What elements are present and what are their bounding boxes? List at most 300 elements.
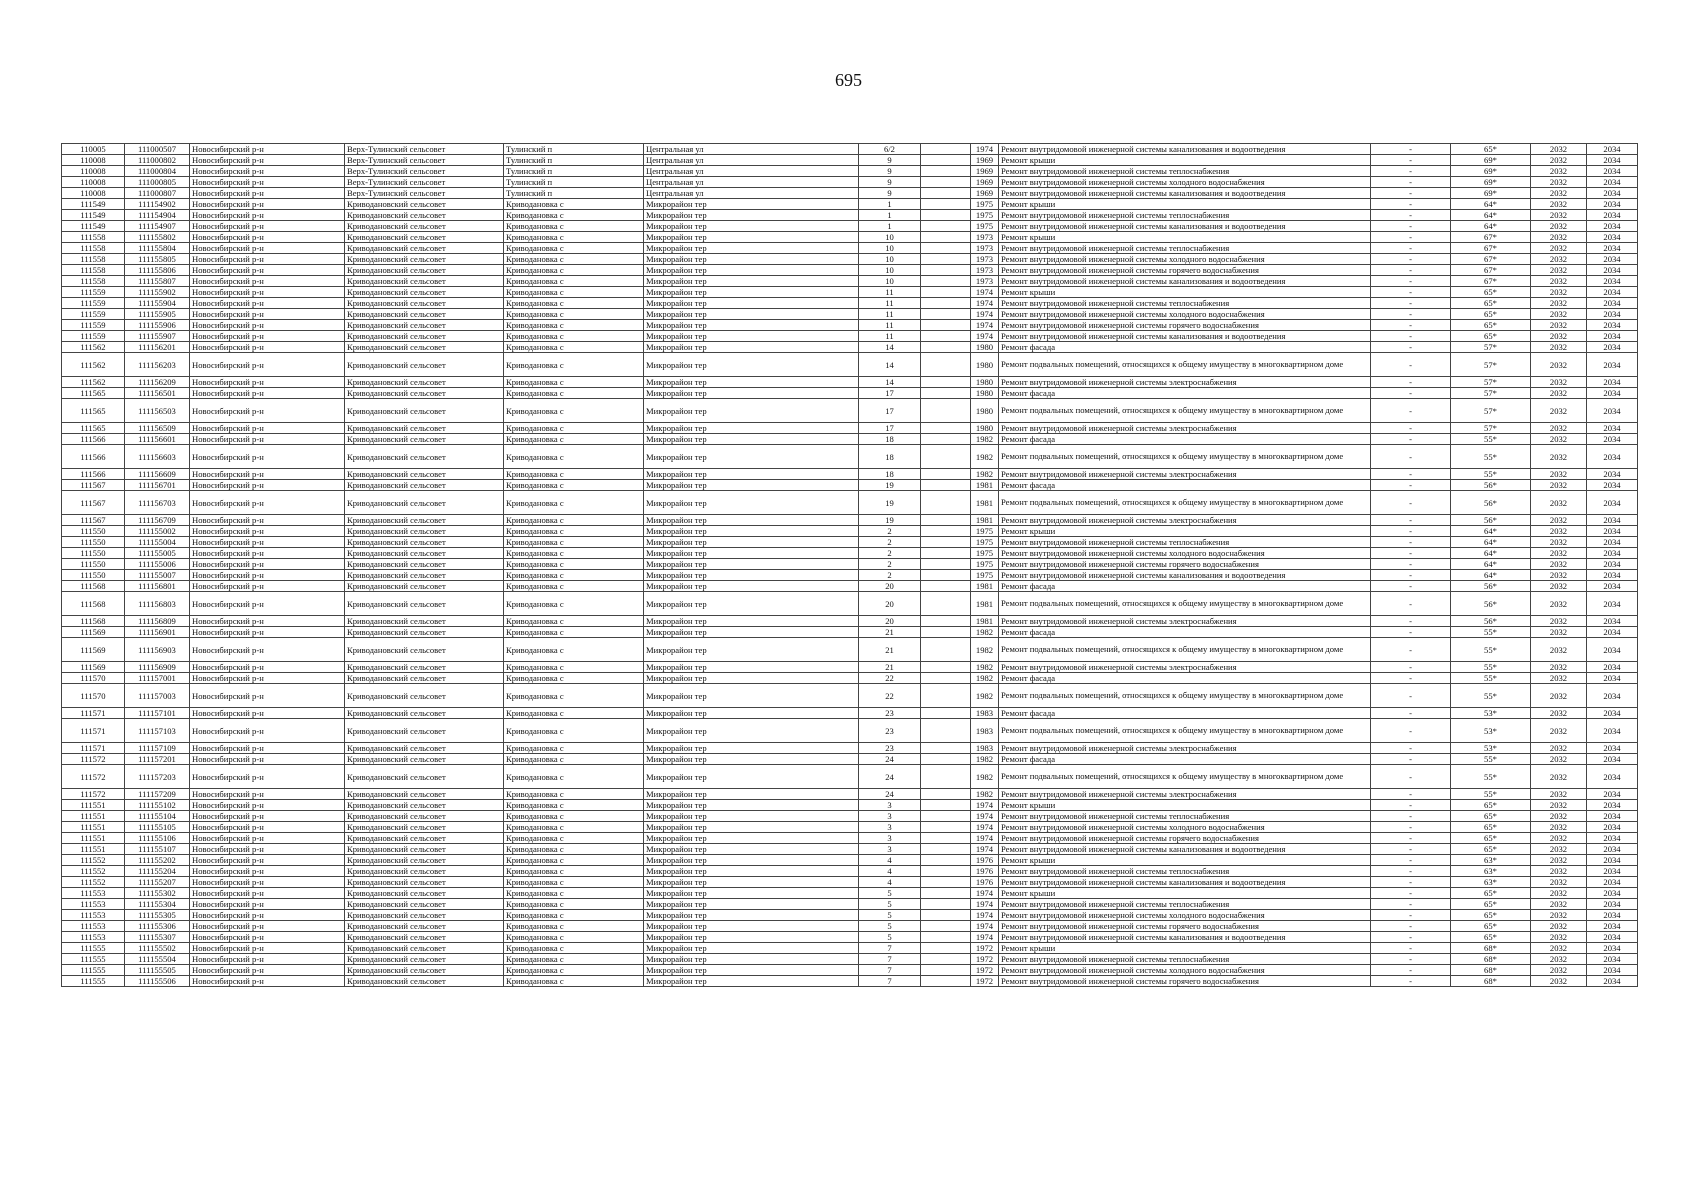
cell-locality: Тулинский п [504, 155, 644, 166]
cell-period-start: 2032 [1531, 888, 1587, 899]
cell-cost: - [1371, 399, 1451, 423]
cell-period-start: 2032 [1531, 399, 1587, 423]
cell-cost: - [1371, 976, 1451, 987]
cell-locality: Криводановка с [504, 800, 644, 811]
cell-settlement: Криводановский сельсовет [345, 899, 504, 910]
cell-work-type: Ремонт внутридомовой инженерной системы горячего водоснабжения [999, 265, 1371, 276]
cell-work-type: Ремонт крыши [999, 232, 1371, 243]
cell-street: Микрорайон тер [644, 616, 859, 627]
cell-district: Новосибирский р-н [190, 708, 345, 719]
cell-period-start: 2032 [1531, 265, 1587, 276]
cell-house-number: 22 [859, 684, 921, 708]
cell-period-start: 2032 [1531, 537, 1587, 548]
cell-building [921, 377, 971, 388]
cell-wear-percent: 67* [1451, 254, 1531, 265]
cell-locality: Криводановка с [504, 943, 644, 954]
cell-house-number: 10 [859, 254, 921, 265]
cell-house-id: 111553 [62, 910, 125, 921]
cell-work-id: 111154907 [125, 221, 190, 232]
cell-year-built: 1980 [971, 388, 999, 399]
cell-district: Новосибирский р-н [190, 822, 345, 833]
cell-building [921, 708, 971, 719]
cell-street: Микрорайон тер [644, 537, 859, 548]
cell-work-type: Ремонт крыши [999, 855, 1371, 866]
table-row [62, 765, 1638, 789]
cell-period-start: 2032 [1531, 877, 1587, 888]
cell-period-end: 2034 [1587, 976, 1638, 987]
cell-house-id: 111558 [62, 265, 125, 276]
cell-building [921, 559, 971, 570]
cell-house-id: 111571 [62, 743, 125, 754]
cell-year-built: 1974 [971, 932, 999, 943]
cell-house-number: 3 [859, 822, 921, 833]
cell-house-number: 7 [859, 965, 921, 976]
cell-cost: - [1371, 309, 1451, 320]
cell-work-type: Ремонт фасада [999, 581, 1371, 592]
cell-settlement: Криводановский сельсовет [345, 638, 504, 662]
cell-period-start: 2032 [1531, 548, 1587, 559]
cell-work-type: Ремонт фасада [999, 754, 1371, 765]
cell-building [921, 581, 971, 592]
cell-house-id: 111552 [62, 866, 125, 877]
cell-wear-percent: 64* [1451, 210, 1531, 221]
cell-house-number: 23 [859, 708, 921, 719]
cell-street: Микрорайон тер [644, 342, 859, 353]
cell-cost: - [1371, 866, 1451, 877]
cell-year-built: 1982 [971, 673, 999, 684]
cell-locality: Криводановка с [504, 708, 644, 719]
cell-work-id: 111155505 [125, 965, 190, 976]
cell-house-number: 5 [859, 921, 921, 932]
cell-locality: Криводановка с [504, 298, 644, 309]
cell-street: Центральная ул [644, 177, 859, 188]
cell-cost: - [1371, 491, 1451, 515]
cell-cost: - [1371, 899, 1451, 910]
cell-settlement: Криводановский сельсовет [345, 243, 504, 254]
cell-work-type: Ремонт внутридомовой инженерной системы холодного водоснабжения [999, 548, 1371, 559]
cell-period-start: 2032 [1531, 708, 1587, 719]
cell-district: Новосибирский р-н [190, 943, 345, 954]
cell-settlement: Криводановский сельсовет [345, 662, 504, 673]
cell-settlement: Криводановский сельсовет [345, 673, 504, 684]
cell-district: Новосибирский р-н [190, 155, 345, 166]
cell-year-built: 1982 [971, 638, 999, 662]
cell-period-end: 2034 [1587, 265, 1638, 276]
cell-building [921, 491, 971, 515]
cell-house-id: 111571 [62, 719, 125, 743]
cell-street: Микрорайон тер [644, 434, 859, 445]
cell-street: Микрорайон тер [644, 309, 859, 320]
cell-building [921, 144, 971, 155]
cell-house-id: 111553 [62, 888, 125, 899]
cell-locality: Криводановка с [504, 899, 644, 910]
cell-settlement: Криводановский сельсовет [345, 932, 504, 943]
cell-building [921, 943, 971, 954]
cell-street: Микрорайон тер [644, 353, 859, 377]
cell-cost: - [1371, 822, 1451, 833]
cell-building [921, 353, 971, 377]
cell-street: Центральная ул [644, 166, 859, 177]
cell-period-start: 2032 [1531, 559, 1587, 570]
table-row [62, 743, 1638, 754]
cell-house-number: 9 [859, 188, 921, 199]
cell-period-start: 2032 [1531, 581, 1587, 592]
cell-period-end: 2034 [1587, 515, 1638, 526]
cell-period-start: 2032 [1531, 616, 1587, 627]
table-row [62, 526, 1638, 537]
cell-wear-percent: 56* [1451, 491, 1531, 515]
cell-house-number: 4 [859, 866, 921, 877]
cell-district: Новосибирский р-н [190, 210, 345, 221]
cell-locality: Криводановка с [504, 811, 644, 822]
cell-wear-percent: 65* [1451, 320, 1531, 331]
cell-house-number: 20 [859, 616, 921, 627]
cell-period-end: 2034 [1587, 844, 1638, 855]
cell-building [921, 673, 971, 684]
cell-building [921, 811, 971, 822]
table-row [62, 943, 1638, 954]
cell-district: Новосибирский р-н [190, 910, 345, 921]
cell-locality: Криводановка с [504, 855, 644, 866]
cell-year-built: 1975 [971, 526, 999, 537]
cell-work-id: 111155102 [125, 800, 190, 811]
cell-house-number: 2 [859, 537, 921, 548]
cell-wear-percent: 64* [1451, 537, 1531, 548]
cell-settlement: Криводановский сельсовет [345, 515, 504, 526]
cell-building [921, 833, 971, 844]
cell-work-id: 111000805 [125, 177, 190, 188]
cell-period-start: 2032 [1531, 309, 1587, 320]
cell-year-built: 1975 [971, 570, 999, 581]
cell-building [921, 888, 971, 899]
cell-house-id: 111566 [62, 445, 125, 469]
cell-wear-percent: 65* [1451, 298, 1531, 309]
cell-district: Новосибирский р-н [190, 559, 345, 570]
cell-cost: - [1371, 232, 1451, 243]
cell-house-id: 111559 [62, 320, 125, 331]
cell-street: Микрорайон тер [644, 811, 859, 822]
cell-work-id: 111155006 [125, 559, 190, 570]
cell-locality: Криводановка с [504, 320, 644, 331]
cell-period-start: 2032 [1531, 765, 1587, 789]
table-body [62, 144, 1638, 987]
cell-house-number: 2 [859, 559, 921, 570]
cell-work-id: 111157101 [125, 708, 190, 719]
cell-district: Новосибирский р-н [190, 526, 345, 537]
cell-district: Новосибирский р-н [190, 309, 345, 320]
table-row [62, 243, 1638, 254]
cell-period-start: 2032 [1531, 210, 1587, 221]
cell-year-built: 1982 [971, 434, 999, 445]
cell-house-id: 111568 [62, 616, 125, 627]
cell-house-id: 111565 [62, 423, 125, 434]
cell-period-start: 2032 [1531, 855, 1587, 866]
cell-period-end: 2034 [1587, 342, 1638, 353]
cell-settlement: Криводановский сельсовет [345, 265, 504, 276]
cell-period-end: 2034 [1587, 932, 1638, 943]
cell-building [921, 469, 971, 480]
cell-period-start: 2032 [1531, 743, 1587, 754]
cell-cost: - [1371, 662, 1451, 673]
cell-settlement: Криводановский сельсовет [345, 342, 504, 353]
cell-cost: - [1371, 910, 1451, 921]
table-row [62, 627, 1638, 638]
cell-wear-percent: 64* [1451, 526, 1531, 537]
cell-cost: - [1371, 298, 1451, 309]
cell-work-id: 111155004 [125, 537, 190, 548]
cell-wear-percent: 55* [1451, 754, 1531, 765]
table-row [62, 434, 1638, 445]
cell-period-end: 2034 [1587, 298, 1638, 309]
cell-period-start: 2032 [1531, 221, 1587, 232]
cell-work-type: Ремонт подвальных помещений, относящихся к общему имуществу в многоквартирном доме [999, 445, 1371, 469]
cell-period-end: 2034 [1587, 877, 1638, 888]
cell-period-end: 2034 [1587, 331, 1638, 342]
cell-year-built: 1974 [971, 331, 999, 342]
table-row [62, 822, 1638, 833]
cell-settlement: Криводановский сельсовет [345, 616, 504, 627]
cell-work-type: Ремонт внутридомовой инженерной системы горячего водоснабжения [999, 320, 1371, 331]
table-row [62, 662, 1638, 673]
cell-house-id: 111559 [62, 331, 125, 342]
cell-period-end: 2034 [1587, 491, 1638, 515]
cell-year-built: 1975 [971, 221, 999, 232]
cell-locality: Криводановка с [504, 287, 644, 298]
cell-district: Новосибирский р-н [190, 616, 345, 627]
table-row [62, 144, 1638, 155]
cell-period-end: 2034 [1587, 320, 1638, 331]
cell-period-end: 2034 [1587, 592, 1638, 616]
cell-cost: - [1371, 331, 1451, 342]
cell-building [921, 388, 971, 399]
cell-building [921, 243, 971, 254]
cell-work-type: Ремонт крыши [999, 888, 1371, 899]
cell-year-built: 1974 [971, 910, 999, 921]
cell-locality: Криводановка с [504, 377, 644, 388]
cell-period-start: 2032 [1531, 232, 1587, 243]
cell-period-end: 2034 [1587, 388, 1638, 399]
cell-district: Новосибирский р-н [190, 177, 345, 188]
cell-period-start: 2032 [1531, 423, 1587, 434]
cell-period-end: 2034 [1587, 943, 1638, 954]
cell-house-id: 111555 [62, 965, 125, 976]
cell-building [921, 298, 971, 309]
cell-work-type: Ремонт крыши [999, 800, 1371, 811]
cell-period-end: 2034 [1587, 965, 1638, 976]
cell-period-end: 2034 [1587, 199, 1638, 210]
cell-district: Новосибирский р-н [190, 320, 345, 331]
cell-wear-percent: 56* [1451, 515, 1531, 526]
cell-period-start: 2032 [1531, 719, 1587, 743]
cell-house-id: 111566 [62, 434, 125, 445]
cell-locality: Криводановка с [504, 765, 644, 789]
cell-wear-percent: 65* [1451, 144, 1531, 155]
cell-settlement: Криводановский сельсовет [345, 921, 504, 932]
cell-year-built: 1974 [971, 800, 999, 811]
cell-house-number: 3 [859, 844, 921, 855]
cell-work-id: 111154902 [125, 199, 190, 210]
cell-house-number: 4 [859, 855, 921, 866]
cell-settlement: Криводановский сельсовет [345, 388, 504, 399]
cell-work-type: Ремонт внутридомовой инженерной системы канализования и водоотведения [999, 188, 1371, 199]
table-row [62, 708, 1638, 719]
cell-cost: - [1371, 144, 1451, 155]
table-row [62, 445, 1638, 469]
cell-year-built: 1980 [971, 342, 999, 353]
cell-locality: Криводановка с [504, 423, 644, 434]
cell-settlement: Криводановский сельсовет [345, 320, 504, 331]
cell-street: Микрорайон тер [644, 515, 859, 526]
cell-work-type: Ремонт внутридомовой инженерной системы горячего водоснабжения [999, 976, 1371, 987]
cell-street: Микрорайон тер [644, 232, 859, 243]
cell-locality: Криводановка с [504, 469, 644, 480]
cell-wear-percent: 69* [1451, 155, 1531, 166]
cell-locality: Криводановка с [504, 399, 644, 423]
cell-house-number: 10 [859, 276, 921, 287]
cell-cost: - [1371, 377, 1451, 388]
cell-house-id: 111570 [62, 673, 125, 684]
cell-work-id: 111157103 [125, 719, 190, 743]
cell-street: Микрорайон тер [644, 684, 859, 708]
table-row [62, 888, 1638, 899]
cell-house-number: 11 [859, 331, 921, 342]
cell-district: Новосибирский р-н [190, 684, 345, 708]
cell-district: Новосибирский р-н [190, 445, 345, 469]
cell-building [921, 866, 971, 877]
cell-street: Микрорайон тер [644, 570, 859, 581]
cell-house-number: 18 [859, 469, 921, 480]
table-row [62, 559, 1638, 570]
cell-locality: Криводановка с [504, 388, 644, 399]
cell-year-built: 1972 [971, 965, 999, 976]
cell-cost: - [1371, 353, 1451, 377]
cell-building [921, 480, 971, 491]
cell-street: Микрорайон тер [644, 388, 859, 399]
cell-street: Микрорайон тер [644, 743, 859, 754]
table-row [62, 570, 1638, 581]
cell-period-end: 2034 [1587, 811, 1638, 822]
cell-locality: Тулинский п [504, 177, 644, 188]
cell-district: Новосибирский р-н [190, 627, 345, 638]
table-row [62, 298, 1638, 309]
cell-settlement: Криводановский сельсовет [345, 210, 504, 221]
cell-street: Микрорайон тер [644, 243, 859, 254]
cell-street: Микрорайон тер [644, 320, 859, 331]
cell-wear-percent: 55* [1451, 445, 1531, 469]
cell-house-number: 3 [859, 811, 921, 822]
cell-wear-percent: 57* [1451, 342, 1531, 353]
table-row [62, 877, 1638, 888]
cell-period-end: 2034 [1587, 243, 1638, 254]
cell-settlement: Криводановский сельсовет [345, 287, 504, 298]
cell-locality: Криводановка с [504, 833, 644, 844]
cell-year-built: 1983 [971, 719, 999, 743]
cell-work-id: 111155204 [125, 866, 190, 877]
cell-street: Микрорайон тер [644, 221, 859, 232]
cell-year-built: 1974 [971, 822, 999, 833]
cell-year-built: 1982 [971, 627, 999, 638]
table-row [62, 188, 1638, 199]
cell-locality: Криводановка с [504, 743, 644, 754]
cell-building [921, 331, 971, 342]
cell-year-built: 1974 [971, 309, 999, 320]
cell-year-built: 1980 [971, 399, 999, 423]
cell-work-id: 111155104 [125, 811, 190, 822]
table-row [62, 833, 1638, 844]
cell-house-number: 11 [859, 298, 921, 309]
cell-house-id: 111559 [62, 287, 125, 298]
cell-street: Микрорайон тер [644, 469, 859, 480]
cell-settlement: Криводановский сельсовет [345, 910, 504, 921]
cell-district: Новосибирский р-н [190, 342, 345, 353]
cell-work-type: Ремонт внутридомовой инженерной системы холодного водоснабжения [999, 965, 1371, 976]
cell-locality: Криводановка с [504, 526, 644, 537]
cell-street: Микрорайон тер [644, 399, 859, 423]
cell-locality: Криводановка с [504, 276, 644, 287]
cell-year-built: 1974 [971, 921, 999, 932]
cell-work-type: Ремонт подвальных помещений, относящихся к общему имуществу в многоквартирном доме [999, 353, 1371, 377]
cell-period-end: 2034 [1587, 155, 1638, 166]
cell-building [921, 855, 971, 866]
cell-work-type: Ремонт крыши [999, 199, 1371, 210]
cell-house-number: 5 [859, 910, 921, 921]
cell-period-end: 2034 [1587, 353, 1638, 377]
cell-year-built: 1974 [971, 811, 999, 822]
cell-building [921, 210, 971, 221]
cell-period-start: 2032 [1531, 954, 1587, 965]
cell-settlement: Криводановский сельсовет [345, 548, 504, 559]
cell-settlement: Криводановский сельсовет [345, 276, 504, 287]
cell-cost: - [1371, 276, 1451, 287]
cell-street: Микрорайон тер [644, 199, 859, 210]
cell-house-id: 111571 [62, 708, 125, 719]
cell-work-id: 111155202 [125, 855, 190, 866]
cell-work-type: Ремонт фасада [999, 673, 1371, 684]
cell-district: Новосибирский р-н [190, 866, 345, 877]
cell-street: Микрорайон тер [644, 932, 859, 943]
cell-year-built: 1975 [971, 559, 999, 570]
cell-work-id: 111157201 [125, 754, 190, 765]
cell-cost: - [1371, 243, 1451, 254]
cell-house-id: 111558 [62, 276, 125, 287]
cell-settlement: Криводановский сельсовет [345, 943, 504, 954]
cell-building [921, 548, 971, 559]
cell-work-type: Ремонт внутридомовой инженерной системы канализования и водоотведения [999, 877, 1371, 888]
cell-year-built: 1973 [971, 232, 999, 243]
cell-settlement: Криводановский сельсовет [345, 684, 504, 708]
cell-wear-percent: 65* [1451, 822, 1531, 833]
cell-period-start: 2032 [1531, 188, 1587, 199]
cell-house-id: 111569 [62, 627, 125, 638]
cell-house-id: 111550 [62, 570, 125, 581]
cell-period-start: 2032 [1531, 491, 1587, 515]
cell-year-built: 1973 [971, 254, 999, 265]
cell-work-type: Ремонт внутридомовой инженерной системы электроснабжения [999, 616, 1371, 627]
cell-work-id: 111157203 [125, 765, 190, 789]
cell-wear-percent: 57* [1451, 388, 1531, 399]
table-row [62, 423, 1638, 434]
cell-work-type: Ремонт крыши [999, 287, 1371, 298]
cell-period-end: 2034 [1587, 276, 1638, 287]
cell-house-id: 111553 [62, 899, 125, 910]
cell-street: Микрорайон тер [644, 559, 859, 570]
cell-district: Новосибирский р-н [190, 932, 345, 943]
cell-street: Микрорайон тер [644, 888, 859, 899]
cell-year-built: 1974 [971, 144, 999, 155]
table-row [62, 899, 1638, 910]
cell-district: Новосибирский р-н [190, 434, 345, 445]
cell-cost: - [1371, 445, 1451, 469]
